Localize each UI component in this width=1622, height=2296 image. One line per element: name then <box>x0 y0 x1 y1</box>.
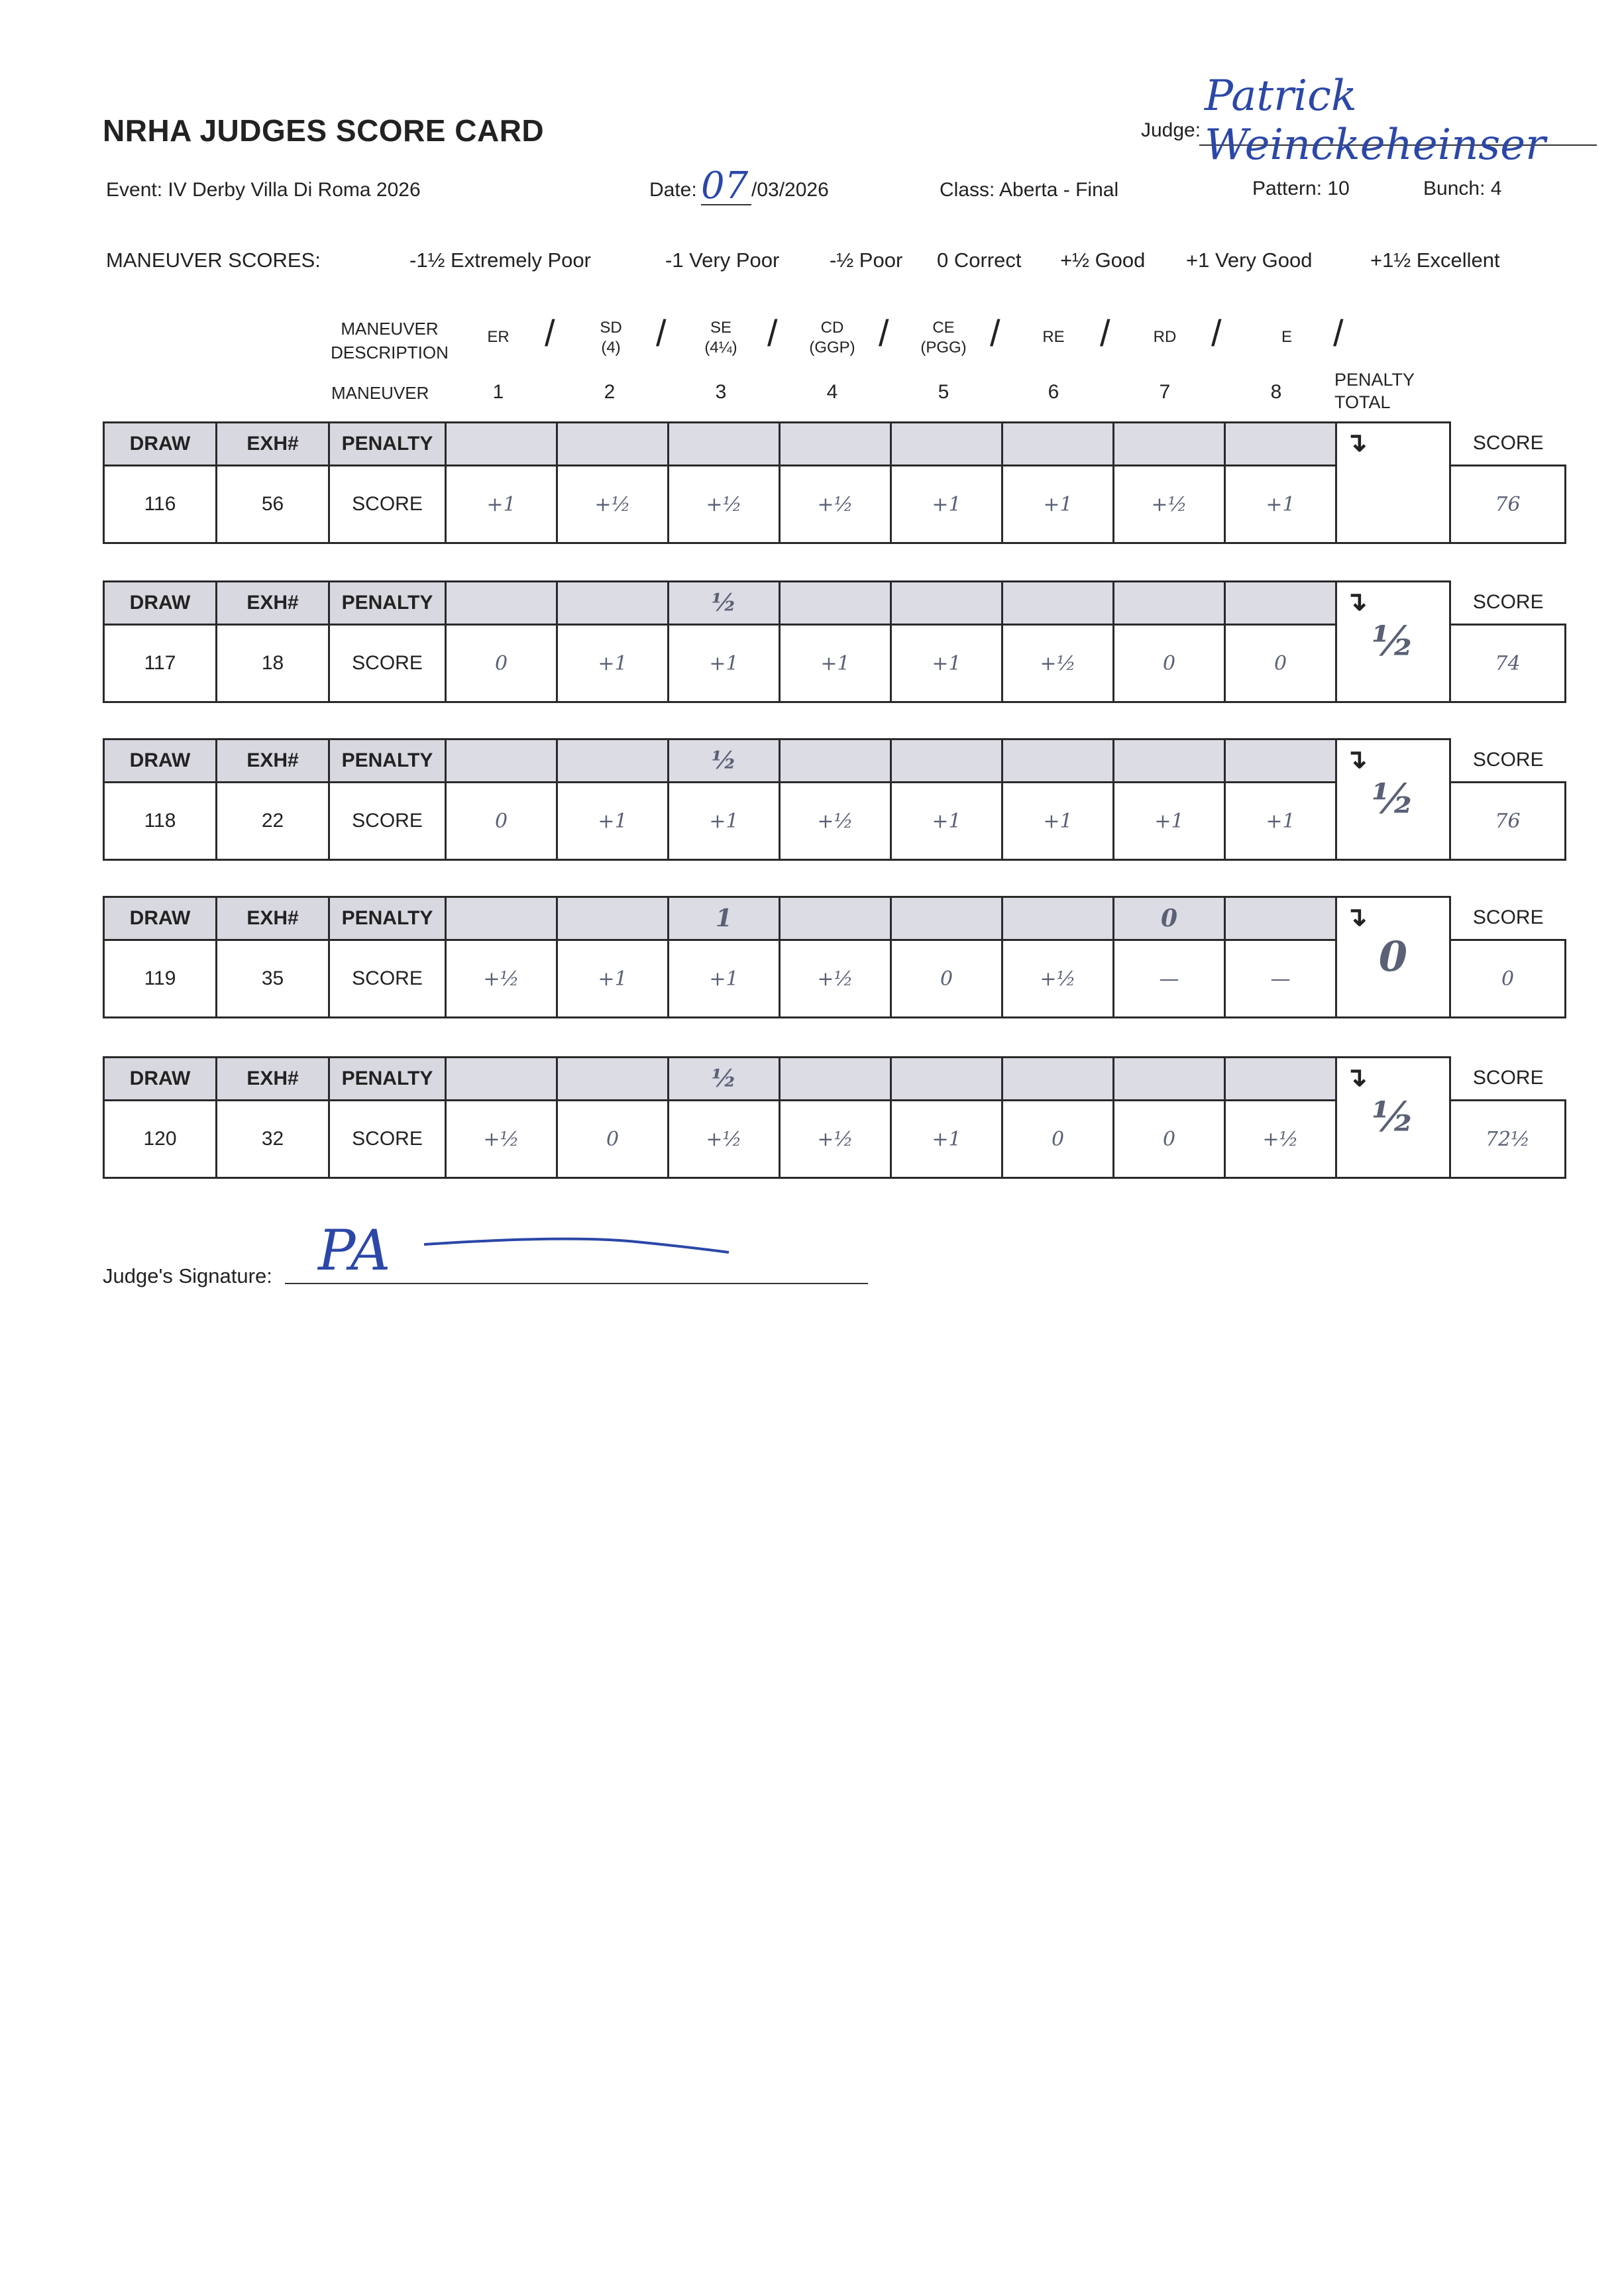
card-title: NRHA JUDGES SCORE CARD <box>103 113 545 148</box>
draw-header: DRAW <box>104 1058 217 1101</box>
score-row-label: SCORE <box>329 1101 446 1178</box>
final-score-cell[interactable]: 76 <box>1450 783 1566 860</box>
maneuver-score-cell[interactable]: 0 <box>891 940 1002 1018</box>
arrow-down-right-icon: ↴ <box>1345 587 1368 616</box>
maneuver-score-cell[interactable]: +1 <box>1225 783 1336 860</box>
maneuver-separator: / <box>990 312 1000 354</box>
penalty-cell[interactable] <box>446 739 557 783</box>
penalty-cell[interactable] <box>891 423 1002 466</box>
draw-header: DRAW <box>104 423 217 466</box>
maneuver-score-cell[interactable]: +1 <box>557 625 669 702</box>
maneuver-separator: / <box>1100 312 1110 354</box>
signature-stroke <box>424 1232 735 1259</box>
final-score-cell[interactable]: 72½ <box>1450 1101 1566 1178</box>
legend-item: -½ Poor <box>830 248 903 272</box>
exh-header: EXH# <box>217 1058 329 1101</box>
maneuver-separator: / <box>656 312 667 354</box>
arrow-down-right-icon: ↴ <box>1345 902 1368 932</box>
penalty-mark: 0 <box>1160 904 1178 932</box>
penalty-cell[interactable] <box>780 739 891 783</box>
signature-label: Judge's Signature: <box>103 1264 272 1287</box>
penalty-total-value: ½ <box>1372 775 1415 823</box>
pattern-label: Pattern: 10 <box>1252 178 1350 199</box>
maneuver-code: RD <box>1153 328 1177 346</box>
penalty-mark: ½ <box>711 1065 737 1093</box>
maneuver-score-cell[interactable]: 0 <box>1114 625 1225 702</box>
penalty-cell[interactable] <box>1225 897 1336 940</box>
maneuver-number: 8 <box>1270 381 1282 403</box>
penalty-cell[interactable] <box>557 1058 669 1101</box>
arrow-down-right-icon: ↴ <box>1345 1063 1368 1092</box>
penalty-mark: ½ <box>711 589 737 617</box>
penalty-mark: 1 <box>715 904 733 932</box>
penalty-cell[interactable] <box>669 897 780 940</box>
penalty-total-value: ½ <box>1372 617 1415 665</box>
maneuver-score-cell[interactable]: 0 <box>1114 1101 1225 1178</box>
penalty-total-cell[interactable] <box>1336 897 1450 1018</box>
penalty-cell[interactable] <box>780 582 891 625</box>
maneuver-score-cell[interactable]: 0 <box>446 625 557 702</box>
penalty-cell[interactable] <box>446 582 557 625</box>
penalty-cell[interactable] <box>891 1058 1002 1101</box>
desc-label-line1: MANEUVER <box>341 319 439 339</box>
maneuver-code: E <box>1281 328 1292 346</box>
maneuver-score-cell[interactable]: +1 <box>1225 466 1336 543</box>
entry-block <box>103 1056 1566 1179</box>
penalty-cell[interactable] <box>1002 897 1114 940</box>
penalty-cell[interactable] <box>669 423 780 466</box>
date-day-handwritten: 07 <box>701 164 749 207</box>
penalty-total-cell[interactable] <box>1336 739 1450 860</box>
maneuver-score-cell[interactable]: +½ <box>780 783 891 860</box>
exh-header: EXH# <box>217 582 329 625</box>
score-column-header: SCORE <box>1450 897 1566 940</box>
penalty-cell[interactable] <box>780 1058 891 1101</box>
maneuver-score-cell[interactable]: +½ <box>1002 940 1114 1018</box>
maneuver-score-cell[interactable]: +1 <box>891 466 1002 543</box>
maneuver-score-cell[interactable]: 0 <box>1225 625 1336 702</box>
maneuver-score-cell[interactable]: +1 <box>557 940 669 1018</box>
maneuver-number: 1 <box>492 381 504 403</box>
penalty-cell[interactable] <box>1002 582 1114 625</box>
maneuver-score-cell[interactable]: +1 <box>1114 783 1225 860</box>
maneuver-score-cell[interactable]: +½ <box>780 1101 891 1178</box>
maneuver-number: 2 <box>604 381 616 403</box>
maneuver-score-cell[interactable]: +1 <box>669 940 780 1018</box>
maneuver-separator: / <box>879 312 889 354</box>
penalty-cell[interactable] <box>669 1058 780 1101</box>
maneuver-description-label <box>330 317 449 364</box>
desc-label-line2: DESCRIPTION <box>331 343 449 362</box>
maneuver-score-cell[interactable]: +½ <box>780 466 891 543</box>
exhibitor-number: 32 <box>217 1101 329 1178</box>
legend-item: 0 Correct <box>937 248 1022 272</box>
maneuver-score-cell[interactable]: +1 <box>780 625 891 702</box>
arrow-down-right-icon: ↴ <box>1345 428 1368 457</box>
maneuver-code: SE (4¼) <box>704 319 737 356</box>
exhibitor-number: 35 <box>217 940 329 1018</box>
maneuver-score-cell[interactable]: — <box>1225 940 1336 1018</box>
entry-block <box>103 738 1566 861</box>
score-column-header: SCORE <box>1450 423 1566 466</box>
penalty-cell[interactable] <box>557 582 669 625</box>
penalty-header: PENALTY <box>329 582 446 625</box>
date-line <box>701 204 751 205</box>
exh-header: EXH# <box>217 897 329 940</box>
maneuver-score-cell[interactable]: +1 <box>446 466 557 543</box>
penalty-header: PENALTY <box>329 423 446 466</box>
score-row-label: SCORE <box>329 466 446 543</box>
score-column-header: SCORE <box>1450 1058 1566 1101</box>
draw-number: 118 <box>104 783 217 860</box>
maneuver-code: CE (PGG) <box>920 319 967 356</box>
bunch-label: Bunch: 4 <box>1423 178 1502 199</box>
maneuver-score-cell[interactable]: +½ <box>780 940 891 1018</box>
maneuver-score-cell[interactable]: +1 <box>669 625 780 702</box>
signature-handwritten: PA <box>318 1218 391 1283</box>
exh-header: EXH# <box>217 739 329 783</box>
penalty-total-cell[interactable] <box>1336 582 1450 702</box>
penalty-cell[interactable] <box>1002 423 1114 466</box>
draw-header: DRAW <box>104 897 217 940</box>
draw-header: DRAW <box>104 739 217 783</box>
entry-block <box>103 580 1566 703</box>
maneuver-score-cell[interactable]: +1 <box>891 625 1002 702</box>
maneuver-separator: / <box>1333 312 1344 354</box>
maneuver-score-cell[interactable]: 0 <box>446 783 557 860</box>
maneuver-score-cell[interactable]: +1 <box>1002 466 1114 543</box>
final-score-cell[interactable]: 74 <box>1450 625 1566 702</box>
penalty-cell[interactable] <box>1114 423 1225 466</box>
penalty-cell[interactable] <box>891 582 1002 625</box>
maneuver-number: 4 <box>826 381 838 403</box>
draw-number: 120 <box>104 1101 217 1178</box>
penalty-cell[interactable] <box>669 739 780 783</box>
maneuver-separator: / <box>1211 312 1222 354</box>
penalty-mark: ½ <box>711 747 737 775</box>
event-label: Event: IV Derby Villa Di Roma 2026 <box>106 179 421 201</box>
date-label: Date: <box>649 179 697 201</box>
maneuver-score-cell[interactable]: +½ <box>557 466 669 543</box>
exh-header: EXH# <box>217 423 329 466</box>
penalty-cell[interactable] <box>780 423 891 466</box>
draw-number: 117 <box>104 625 217 702</box>
penalty-cell[interactable] <box>557 897 669 940</box>
exhibitor-number: 18 <box>217 625 329 702</box>
exhibitor-number: 56 <box>217 466 329 543</box>
judge-label: Judge: <box>1141 119 1201 141</box>
maneuver-label: MANEUVER <box>331 383 429 403</box>
maneuver-score-cell[interactable]: +½ <box>669 466 780 543</box>
signature-line <box>285 1283 868 1284</box>
maneuver-score-cell[interactable]: — <box>1114 940 1225 1018</box>
final-score-cell[interactable]: 76 <box>1450 466 1566 543</box>
maneuver-number: 6 <box>1048 381 1059 403</box>
maneuver-score-cell[interactable]: +1 <box>1002 783 1114 860</box>
maneuver-code: SD (4) <box>600 319 622 356</box>
penalty-total-line1: PENALTY <box>1334 370 1415 390</box>
penalty-cell[interactable] <box>1114 582 1225 625</box>
penalty-cell[interactable] <box>446 423 557 466</box>
exhibitor-number: 22 <box>217 783 329 860</box>
maneuver-score-cell[interactable]: +1 <box>891 1101 1002 1178</box>
penalty-total-cell[interactable] <box>1336 1058 1450 1178</box>
maneuver-score-cell[interactable]: 0 <box>557 1101 669 1178</box>
penalty-cell[interactable] <box>1225 423 1336 466</box>
penalty-cell[interactable] <box>1225 739 1336 783</box>
final-score-cell[interactable]: 0 <box>1450 940 1566 1018</box>
penalty-cell[interactable] <box>1002 1058 1114 1101</box>
class-label: Class: Aberta - Final <box>940 179 1119 201</box>
maneuver-score-cell[interactable]: +1 <box>669 783 780 860</box>
penalty-total-label <box>1334 368 1415 413</box>
penalty-cell[interactable] <box>557 423 669 466</box>
penalty-cell[interactable] <box>557 739 669 783</box>
maneuver-code: CD (GGP) <box>809 319 855 356</box>
penalty-cell[interactable] <box>891 739 1002 783</box>
draw-number: 119 <box>104 940 217 1018</box>
legend-item: +½ Good <box>1060 248 1146 272</box>
penalty-total-value: 0 <box>1378 932 1408 981</box>
maneuver-score-cell[interactable]: +1 <box>891 783 1002 860</box>
penalty-header: PENALTY <box>329 739 446 783</box>
entry-block <box>103 896 1566 1018</box>
legend-item: -1½ Extremely Poor <box>409 248 591 272</box>
maneuver-number: 5 <box>938 381 949 403</box>
maneuver-code: ER <box>487 328 510 346</box>
legend-label: MANEUVER SCORES: <box>106 248 321 272</box>
penalty-cell[interactable] <box>780 897 891 940</box>
score-column-header: SCORE <box>1450 582 1566 625</box>
penalty-total-value: ½ <box>1372 1093 1415 1141</box>
draw-header: DRAW <box>104 582 217 625</box>
penalty-cell[interactable] <box>1114 897 1225 940</box>
entry-block <box>103 421 1566 544</box>
maneuver-score-cell[interactable]: +½ <box>1002 625 1114 702</box>
maneuver-score-cell[interactable]: +½ <box>669 1101 780 1178</box>
penalty-cell[interactable] <box>669 582 780 625</box>
maneuver-score-cell[interactable]: +½ <box>446 940 557 1018</box>
penalty-header: PENALTY <box>329 897 446 940</box>
penalty-cell[interactable] <box>446 1058 557 1101</box>
score-row-label: SCORE <box>329 783 446 860</box>
maneuver-score-cell[interactable]: +½ <box>1225 1101 1336 1178</box>
legend-item: -1 Very Poor <box>665 248 780 272</box>
penalty-cell[interactable] <box>1114 739 1225 783</box>
judge-name-handwritten: Patrick Weinckeheinser <box>1205 72 1546 170</box>
penalty-cell[interactable] <box>891 897 1002 940</box>
score-column-header: SCORE <box>1450 739 1566 783</box>
maneuver-score-cell[interactable]: +½ <box>1114 466 1225 543</box>
maneuver-separator: / <box>545 312 555 354</box>
date-rest: /03/2026 <box>751 179 829 201</box>
penalty-header: PENALTY <box>329 1058 446 1101</box>
arrow-down-right-icon: ↴ <box>1345 745 1368 774</box>
score-row-label: SCORE <box>329 940 446 1018</box>
penalty-cell[interactable] <box>1002 739 1114 783</box>
penalty-cell[interactable] <box>1225 582 1336 625</box>
maneuver-score-cell[interactable]: 0 <box>1002 1101 1114 1178</box>
maneuver-score-cell[interactable]: +1 <box>557 783 669 860</box>
maneuver-code: RE <box>1042 328 1065 346</box>
penalty-total-cell[interactable] <box>1336 423 1450 543</box>
penalty-total-line2: TOTAL <box>1334 392 1391 412</box>
maneuver-number: 3 <box>715 381 727 403</box>
maneuver-score-cell[interactable]: +½ <box>446 1101 557 1178</box>
legend-item: +1 Very Good <box>1186 248 1313 272</box>
maneuver-separator: / <box>767 312 778 354</box>
maneuver-number: 7 <box>1159 381 1171 403</box>
penalty-cell[interactable] <box>446 897 557 940</box>
draw-number: 116 <box>104 466 217 543</box>
penalty-cell[interactable] <box>1225 1058 1336 1101</box>
legend-item: +1½ Excellent <box>1370 248 1500 272</box>
score-row-label: SCORE <box>329 625 446 702</box>
penalty-cell[interactable] <box>1114 1058 1225 1101</box>
